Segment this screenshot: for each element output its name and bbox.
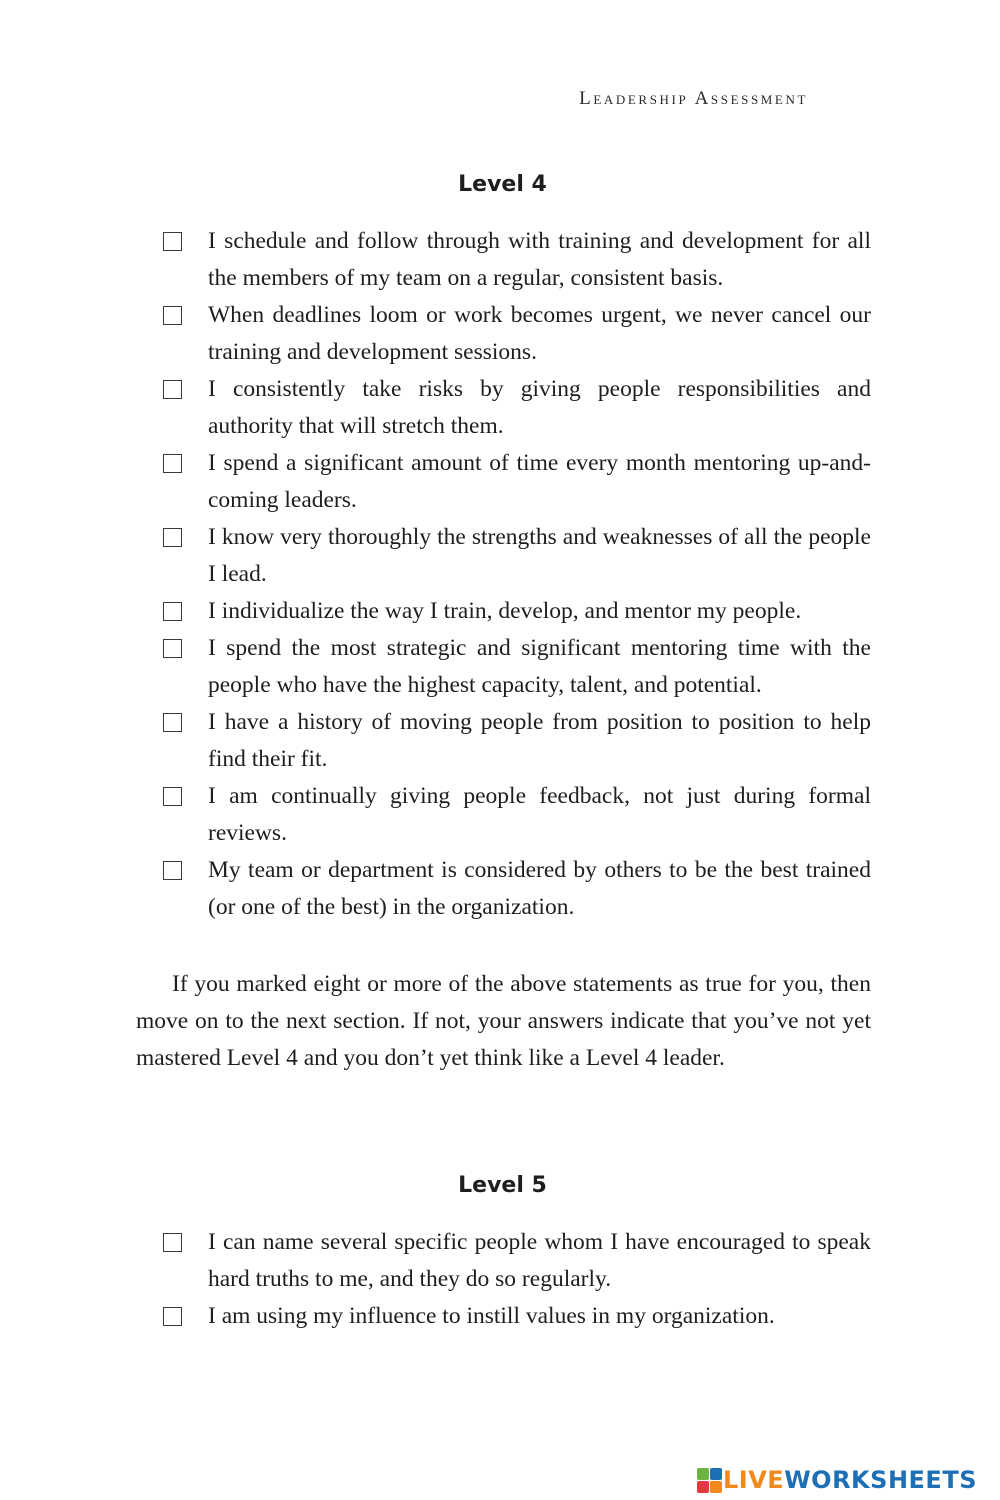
checklist-item-text: I consistently take risks by giving people responsibilities and authority that will stretch them. (208, 376, 871, 439)
checklist-item (163, 445, 871, 519)
checklist-item-text: I spend a significant amount of time every month mentoring up-and-coming leaders. (208, 450, 871, 513)
checklist-item-text: I individualize the way I train, develop, and mentor my people. (208, 598, 802, 624)
liveworksheets-logo-icon (697, 1468, 722, 1493)
checklist-item (163, 593, 871, 630)
running-head: Leadership Assessment (579, 88, 808, 109)
checkbox[interactable] (163, 639, 182, 658)
checklist-item (163, 778, 871, 852)
checklist-item (163, 630, 871, 704)
checklist-item-text: I can name several specific people whom I have encouraged to speak hard truths to me, and they do so regularly. (208, 1229, 871, 1292)
checkbox[interactable] (163, 454, 182, 473)
liveworksheets-watermark (697, 1465, 977, 1495)
level-5-heading: Level 5 (458, 1173, 547, 1198)
checkbox[interactable] (163, 713, 182, 732)
checklist-item-text: When deadlines loom or work becomes urgent, we never cancel our training and development sessions. (208, 302, 871, 365)
checkbox[interactable] (163, 602, 182, 621)
level-5-checklist (163, 1224, 871, 1335)
level-4-instructions: If you marked eight or more of the above statements as true for you, then move on to the next section. If not, your answers indicate that you’ve not yet mastered Level 4 and you don’t yet think like a Level 4 leader. (136, 971, 871, 1071)
checklist-item (163, 371, 871, 445)
checkbox[interactable] (163, 528, 182, 547)
checkbox[interactable] (163, 380, 182, 399)
checklist-item-text: I am using my influence to instill values in my organization. (208, 1303, 775, 1329)
checkbox[interactable] (163, 306, 182, 325)
checklist-item (163, 1298, 871, 1335)
checklist-item-text: I schedule and follow through with training and development for all the members of my team on a regular, consistent basis. (208, 228, 871, 291)
checklist-item (163, 519, 871, 593)
checklist-item-text: I am continually giving people feedback, not just during formal reviews. (208, 783, 871, 846)
checklist-item-text: My team or department is considered by others to be the best trained (or one of the best) in the organization. (208, 857, 871, 920)
checklist-item (163, 704, 871, 778)
level-4-heading: Level 4 (458, 172, 547, 197)
checkbox[interactable] (163, 787, 182, 806)
checkbox[interactable] (163, 1233, 182, 1252)
checklist-item-text: I have a history of moving people from position to position to help find their fit. (208, 709, 871, 772)
checkbox[interactable] (163, 861, 182, 880)
checklist-item (163, 852, 871, 926)
checklist-item-text: I spend the most strategic and significant mentoring time with the people who have the highest capacity, talent, and potential. (208, 635, 871, 698)
checklist-item (163, 297, 871, 371)
checklist-item (163, 1224, 871, 1298)
liveworksheets-wordmark: LIVEWORKSHEETS (723, 1466, 977, 1494)
level-4-checklist (163, 223, 871, 926)
checklist-item-text: I know very thoroughly the strengths and weaknesses of all the people I lead. (208, 524, 871, 587)
checkbox[interactable] (163, 1307, 182, 1326)
checkbox[interactable] (163, 232, 182, 251)
checklist-item (163, 223, 871, 297)
